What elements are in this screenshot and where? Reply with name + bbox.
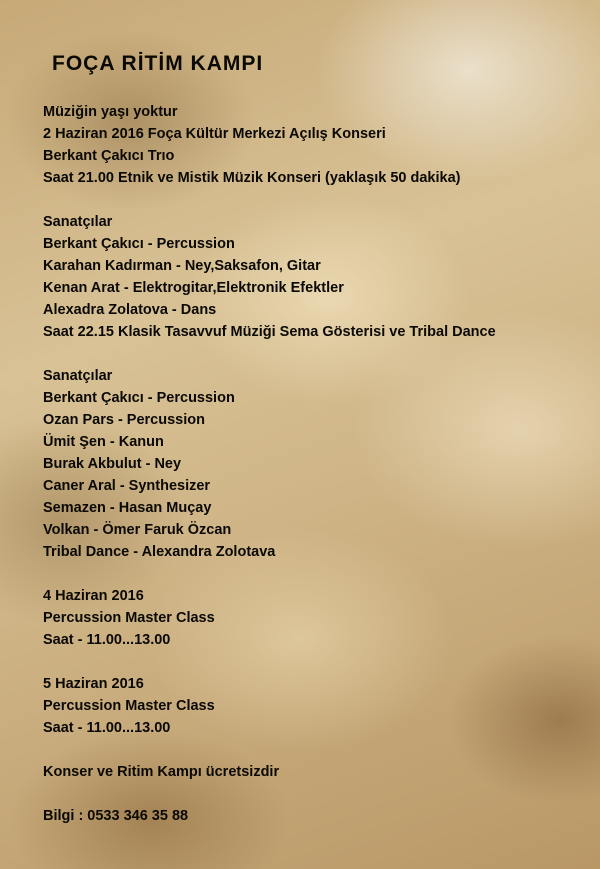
sema-time-line: Saat 22.15 Klasik Tasavvuf Müziği Sema Gösterisi ve Tribal Dance — [43, 324, 496, 340]
artists-block-2 — [43, 365, 496, 563]
poster-content — [43, 101, 496, 827]
event-time: Saat - 11.00...13.00 — [43, 720, 171, 736]
trio-name-line: Berkant Çakıcı Trıo — [43, 148, 175, 164]
artists-block-1 — [43, 211, 496, 343]
event-date: 5 Haziran 2016 — [43, 676, 144, 692]
event-title: Percussion Master Class — [43, 698, 215, 714]
intro-block — [43, 101, 496, 189]
page-title: FOÇA RİTİM KAMPI — [52, 52, 264, 75]
artist-line: Burak Akbulut - Ney — [43, 456, 182, 472]
artist-line: Ümit Şen - Kanun — [43, 434, 164, 450]
artist-line: Caner Aral - Synthesizer — [43, 478, 211, 494]
free-note-block — [43, 761, 496, 783]
event-time: Saat - 11.00...13.00 — [43, 632, 171, 648]
artist-line: Alexadra Zolatova - Dans — [43, 302, 217, 318]
opening-concert-line: 2 Haziran 2016 Foça Kültür Merkezi Açılış Konseri — [43, 126, 386, 142]
slogan-line: Müziğin yaşı yoktur — [43, 104, 178, 120]
contact-info: Bilgi : 0533 346 35 88 — [43, 808, 189, 824]
artist-line: Semazen - Hasan Muçay — [43, 500, 212, 516]
event-date: 4 Haziran 2016 — [43, 588, 144, 604]
artist-line: Kenan Arat - Elektrogitar,Elektronik Efektler — [43, 280, 344, 296]
artist-line: Berkant Çakıcı - Percussion — [43, 390, 235, 406]
artist-line: Berkant Çakıcı - Percussion — [43, 236, 235, 252]
artists-heading: Sanatçılar — [43, 368, 113, 384]
free-note: Konser ve Ritim Kampı ücretsizdir — [43, 764, 280, 780]
concert-time-line: Saat 21.00 Etnik ve Mistik Müzik Konseri (yaklaşık 50 dakika) — [43, 170, 461, 186]
artist-line: Tribal Dance - Alexandra Zolotava — [43, 544, 276, 560]
day4-block — [43, 585, 496, 651]
event-title: Percussion Master Class — [43, 610, 215, 626]
artist-line: Ozan Pars - Percussion — [43, 412, 205, 428]
artist-line: Karahan Kadırman - Ney,Saksafon, Gitar — [43, 258, 321, 274]
artists-heading: Sanatçılar — [43, 214, 113, 230]
day5-block — [43, 673, 496, 739]
artist-line: Volkan - Ömer Faruk Özcan — [43, 522, 232, 538]
